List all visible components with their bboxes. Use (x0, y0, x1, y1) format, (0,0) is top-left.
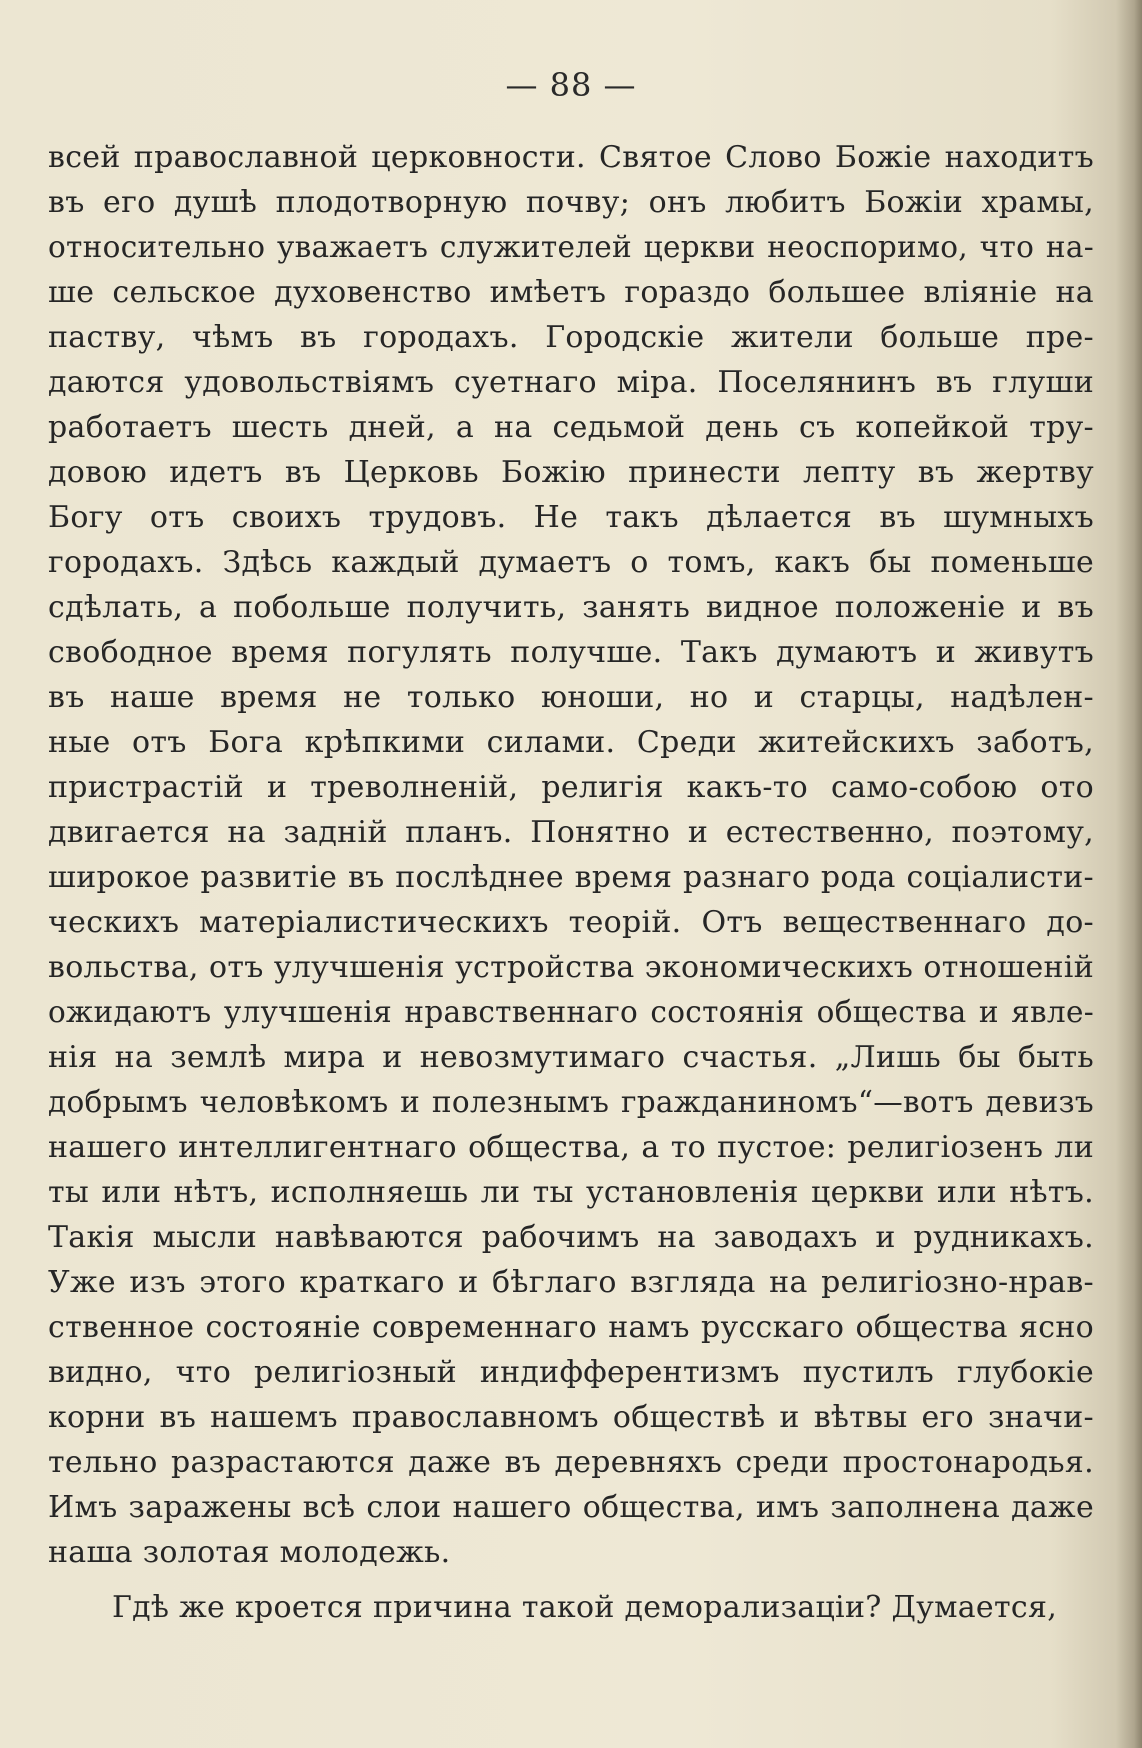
text-line: ожидаютъ улучшенія нравственнаго состоянія общества и явле- (48, 995, 1094, 1029)
page-number: — 88 — (505, 66, 637, 104)
text-line: двигается на задній планъ. Понятно и естественно, поэтому, (48, 815, 1094, 850)
text-line: наша золотая молодежь. (48, 1535, 451, 1570)
text-line: тельно разрастаются даже въ деревняхъ среди простонародья. (48, 1445, 1094, 1480)
text-line: ше сельское духовенство имѣетъ гораздо большее вліяніе на (48, 275, 1094, 310)
paragraph-2 (48, 1585, 1094, 1630)
text-line: Гдѣ же кроется причина такой деморализаціи? Думается, (112, 1590, 1058, 1625)
text-line: сдѣлать, а побольше получить, занять видное положеніе и въ (48, 590, 1094, 625)
text-line: всей православной церковности. Святое Слово Божіе находитъ (48, 140, 1094, 175)
text-line: въ наше время не только юноши, но и старцы, надѣлен- (48, 680, 1094, 715)
text-line: ные отъ Бога крѣпкими силами. Среди житейскихъ заботъ, (48, 725, 1094, 760)
text-line: относительно уважаетъ служителей церкви неоспоримо, что на- (48, 230, 1094, 264)
text-line: видно, что религіозный индифферентизмъ пустилъ глубокіе (48, 1355, 1094, 1390)
page-edge-shadow (1116, 0, 1142, 1748)
text-line: ты или нѣтъ, исполняешь ли ты установленія церкви или нѣтъ. (48, 1175, 1094, 1210)
text-line: ческихъ матеріалистическихъ теорій. Отъ вещественнаго до- (48, 905, 1094, 940)
text-line: широкое развитіе въ послѣднее время разнаго рода соціалисти- (48, 860, 1094, 895)
text-line: свободное время погулять получше. Такъ думаютъ и живутъ (48, 635, 1094, 670)
text-line: вольства, отъ улучшенія устройства экономическихъ отношеній (48, 950, 1094, 985)
text-line: пристрастій и треволненій, религія какъ-то само-собою ото (48, 770, 1094, 805)
text-line: Такія мысли навѣваются рабочимъ на заводахъ и рудникахъ. (48, 1220, 1094, 1255)
text-line: добрымъ человѣкомъ и полезнымъ гражданиномъ“—вотъ девизъ (48, 1085, 1094, 1119)
text-line: паству, чѣмъ въ городахъ. Городскіе жители больше пре- (48, 320, 1094, 355)
text-line: Уже изъ этого краткаго и бѣглаго взгляда на религіозно-нрав- (48, 1265, 1094, 1300)
paragraph-1 (48, 135, 1094, 1575)
text-line: даются удовольствіямъ суетнаго міра. Поселянинъ въ глуши (48, 365, 1094, 400)
text-line: корни въ нашемъ православномъ обществѣ и вѣтвы его значи- (48, 1400, 1094, 1435)
body-text (48, 135, 1094, 1630)
text-line: Имъ заражены всѣ слои нашего общества, имъ заполнена даже (48, 1490, 1094, 1525)
paragraph-gap (48, 1575, 1094, 1585)
text-line: нія на землѣ мира и невозмутимаго счастья. „Лишь бы быть (48, 1040, 1094, 1075)
text-line: Богу отъ своихъ трудовъ. Не такъ дѣлается въ шумныхъ (48, 500, 1094, 535)
text-line: довою идетъ въ Церковь Божію принести лепту въ жертву (48, 455, 1094, 490)
text-line: въ его душѣ плодотворную почву; онъ любитъ Божіи храмы, (48, 185, 1094, 220)
text-line: работаетъ шесть дней, а на седьмой день съ копейкой тру- (48, 410, 1094, 445)
text-line: нашего интеллигентнаго общества, а то пустое: религіозенъ ли (48, 1130, 1094, 1165)
text-line: ственное состояніе современнаго намъ русскаго общества ясно (48, 1310, 1094, 1345)
text-line: городахъ. Здѣсь каждый думаетъ о томъ, какъ бы поменьше (48, 545, 1094, 580)
